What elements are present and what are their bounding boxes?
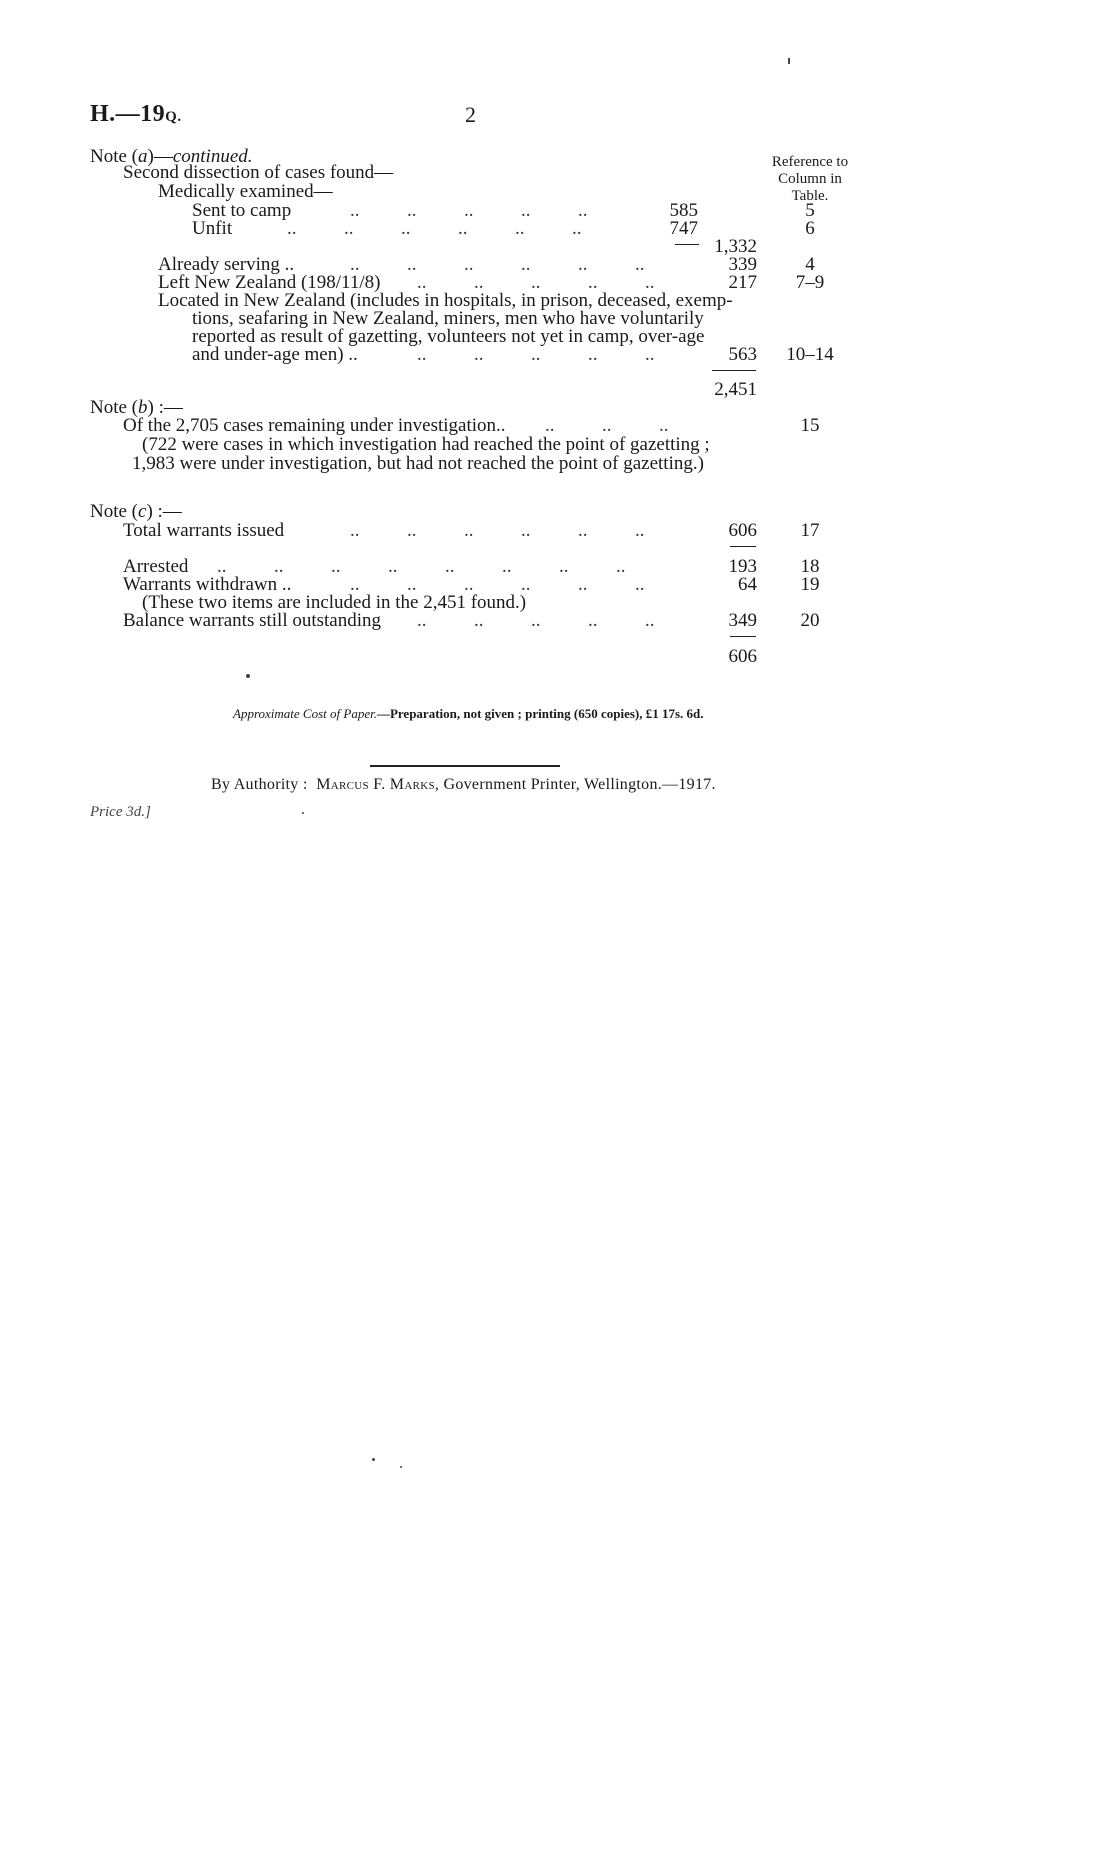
- reference-header-line3: Table.: [791, 188, 829, 204]
- unfit-label: Unfit: [192, 218, 233, 239]
- reference-column-header: [755, 154, 865, 205]
- leader-dots: .. .. .. .. ..: [417, 610, 655, 631]
- document-code-main: H.—19: [90, 101, 166, 127]
- unfit-ref: 6: [805, 218, 815, 239]
- withdrawn-label: Warrants withdrawn ..: [123, 574, 292, 595]
- leader-dots: .. .. .. .. .. ..: [287, 218, 582, 239]
- page-number: 2: [465, 102, 476, 127]
- note-c-title: Note (c) :—: [90, 501, 182, 522]
- note-a-total-rule: [712, 370, 756, 371]
- warrants-rule: [730, 546, 756, 547]
- authority-rest: , Government Printer, Wellington.—1917.: [434, 776, 716, 793]
- balance-label: Balance warrants still outstanding: [123, 610, 382, 631]
- leader-dots: .. .. .. .. ..: [417, 272, 655, 293]
- reference-header-line2: Column in: [778, 171, 842, 187]
- reference-header-line1: Reference to: [771, 154, 849, 170]
- arrested-value: 193: [728, 556, 757, 577]
- note-b-line1: Of the 2,705 cases remaining under investigation..: [123, 415, 506, 436]
- sent-to-camp-ref: 5: [805, 200, 815, 221]
- subtotal-rule: [675, 244, 699, 245]
- note-a-total: 2,451: [714, 379, 757, 400]
- unfit-value: 747: [669, 218, 698, 239]
- leader-dots: .. .. ..: [545, 415, 669, 436]
- printer-authority: [211, 776, 716, 794]
- note-a-title: Note (a)—continued.: [90, 146, 253, 167]
- scan-speck: [246, 674, 250, 678]
- note-b-ref: 15: [800, 415, 820, 436]
- second-dissection-heading: Second dissection of cases found—: [123, 162, 394, 183]
- note-b-line2: (722 were cases in which investigation had reached the point of gazetting ;: [142, 434, 710, 455]
- cost-of-paper: [233, 706, 704, 722]
- arrested-ref: 18: [800, 556, 820, 577]
- note-b-line3: 1,983 were under investigation, but had not reached the point of gazetting.): [132, 453, 704, 474]
- warrants-total: 606: [728, 646, 757, 667]
- medically-examined-heading: Medically examined—: [158, 181, 333, 202]
- price: Price 3d.]: [90, 804, 151, 820]
- left-nz-label: Left New Zealand (198/11/8): [158, 272, 381, 293]
- scan-speck: [400, 1466, 402, 1468]
- scan-speck: [372, 1458, 375, 1461]
- cost-text: —Preparation, not given ; printing (650 copies), £1 17s. 6d.: [376, 706, 704, 721]
- total-warrants-label: Total warrants issued: [123, 520, 285, 541]
- authority-prefix: By Authority :: [211, 776, 308, 793]
- total-warrants-value: 606: [728, 520, 757, 541]
- scan-speck: [302, 812, 304, 814]
- leader-dots: .. .. .. .. ..: [350, 200, 588, 221]
- footer-rule: [370, 765, 560, 767]
- included-note: (These two items are included in the 2,451 found.): [142, 592, 527, 613]
- located-line1: Located in New Zealand (includes in hospitals, in prison, deceased, exemp-: [158, 290, 733, 311]
- medically-examined-subtotal: 1,332: [714, 236, 757, 257]
- printer-name: Marcus F. Marks: [316, 776, 435, 793]
- warrants-total-rule: [730, 636, 756, 637]
- already-serving-value: 339: [728, 254, 757, 275]
- already-serving-label: Already serving ..: [158, 254, 295, 275]
- located-line3: reported as result of gazetting, volunteers not yet in camp, over-age: [192, 326, 705, 347]
- left-nz-value: 217: [728, 272, 757, 293]
- total-warrants-ref: 17: [800, 520, 820, 541]
- leader-dots: .. .. .. .. .. .. .. ..: [217, 556, 626, 577]
- located-line4: and under-age men) ..: [192, 344, 358, 365]
- scan-speck: [788, 58, 790, 64]
- arrested-label: Arrested: [123, 556, 189, 577]
- balance-ref: 20: [800, 610, 820, 631]
- document-code-sub: Q.: [165, 109, 182, 125]
- leader-dots: .. .. .. .. .. ..: [350, 520, 645, 541]
- already-serving-ref: 4: [805, 254, 815, 275]
- cost-label: Approximate Cost of Paper.: [233, 706, 377, 721]
- left-nz-ref: 7–9: [795, 272, 825, 293]
- note-b-title: Note (b) :—: [90, 397, 183, 418]
- withdrawn-ref: 19: [800, 574, 820, 595]
- located-line2: tions, seafaring in New Zealand, miners, men who have voluntarily: [192, 308, 704, 329]
- sent-to-camp-label: Sent to camp: [192, 200, 292, 221]
- withdrawn-value: 64: [738, 574, 757, 595]
- located-ref: 10–14: [786, 344, 834, 365]
- located-value: 563: [728, 344, 757, 365]
- document-code: [90, 101, 182, 128]
- leader-dots: .. .. .. .. .. ..: [350, 254, 645, 275]
- sent-to-camp-value: 585: [669, 200, 698, 221]
- leader-dots: .. .. .. .. ..: [417, 344, 655, 365]
- balance-value: 349: [728, 610, 757, 631]
- leader-dots: .. .. .. .. .. ..: [350, 574, 645, 595]
